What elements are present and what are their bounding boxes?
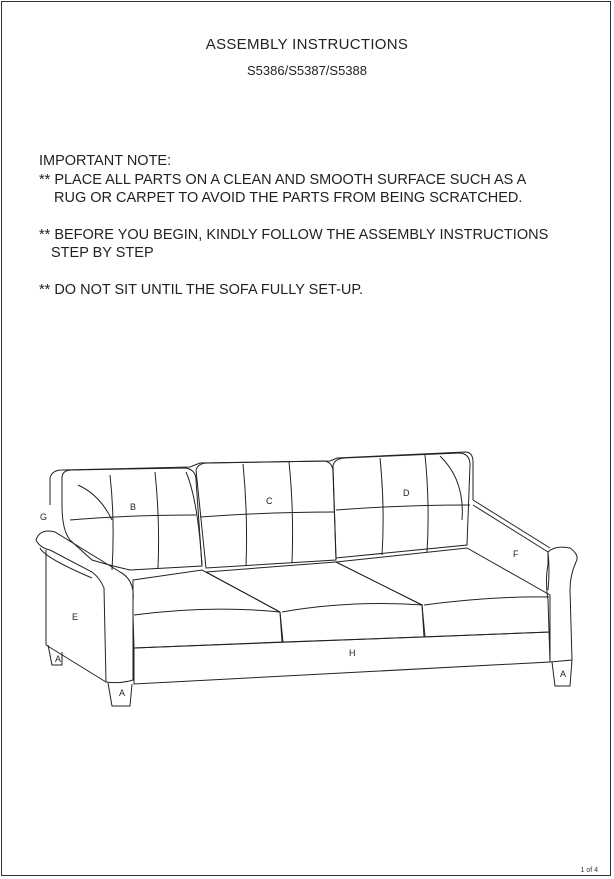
document-title: ASSEMBLY INSTRUCTIONS	[205, 36, 409, 53]
seat-cushion-right	[336, 548, 550, 637]
backrest-frame	[50, 452, 473, 505]
important-notes	[39, 152, 599, 299]
note-1-line-1: ** PLACE ALL PARTS ON A CLEAN AND SMOOTH SURFACE SUCH AS A	[39, 171, 527, 188]
sofa-diagram	[0, 440, 614, 720]
note-1-line-2: RUG OR CARPET TO AVOID THE PARTS FROM BEING SCRATCHED.	[54, 190, 523, 206]
page-number: 1 of 4	[580, 867, 598, 874]
label-h: H	[349, 648, 356, 658]
label-f: F	[513, 549, 519, 559]
label-a-front-right: A	[560, 669, 567, 679]
model-numbers: S5386/S5387/S5388	[247, 63, 367, 78]
right-arm	[547, 547, 578, 662]
note-3: ** DO NOT SIT UNTIL THE SOFA FULLY SET-UP.	[39, 281, 364, 298]
label-c: C	[266, 496, 273, 506]
back-cushion-c	[196, 461, 336, 568]
note-heading: IMPORTANT NOTE:	[39, 153, 172, 169]
label-a-back: A	[55, 654, 62, 664]
note-2-line-1: ** BEFORE YOU BEGIN, KINDLY FOLLOW THE ASSEMBLY INSTRUCTIONS	[39, 226, 549, 243]
label-d: D	[403, 488, 410, 498]
label-a-front-left: A	[119, 688, 126, 698]
base-frame	[134, 632, 550, 684]
label-g: G	[40, 512, 48, 522]
label-b: B	[130, 502, 137, 512]
right-backrest-panel	[473, 500, 550, 548]
label-e: E	[72, 612, 79, 622]
note-2-line-2: STEP BY STEP	[51, 245, 154, 261]
seat-cushion-center	[206, 562, 424, 642]
page-border	[1, 1, 611, 876]
